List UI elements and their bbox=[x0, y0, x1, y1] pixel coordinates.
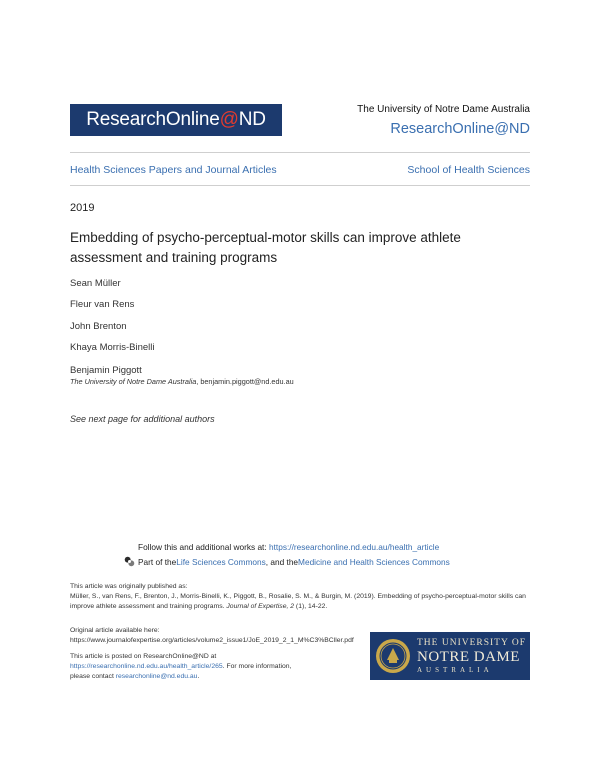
contact-email-link[interactable]: researchonline@nd.edu.au bbox=[115, 673, 198, 680]
part-of-prefix: Part of the bbox=[138, 556, 177, 567]
notre-dame-logo bbox=[370, 632, 530, 680]
author-name: Khaya Morris-Binelli bbox=[70, 342, 155, 353]
follow-line bbox=[138, 542, 439, 552]
top-divider bbox=[70, 152, 530, 153]
life-sciences-commons-link[interactable]: Life Sciences Commons bbox=[176, 556, 266, 567]
posted-notice bbox=[70, 652, 310, 682]
citation-end: (1), 14-22. bbox=[294, 603, 328, 610]
medicine-commons-link[interactable]: Medicine and Health Sciences Commons bbox=[298, 556, 450, 567]
bottom-divider bbox=[70, 185, 530, 186]
citation-main: Müller, S., van Rens, F., Brenton, J., Morris-Binelli, K., Piggott, B., Rosalie, S. M., & Burgin, M. (2019). Embedding of psycho-perceptual-motor skills can improve athlete assessment and training programs. bbox=[70, 593, 526, 610]
author-name: Benjamin Piggott bbox=[70, 365, 142, 376]
logo-at: @ bbox=[219, 109, 239, 130]
nd-logo-line1: THE UNIVERSITY OF bbox=[417, 637, 527, 648]
follow-link[interactable]: https://researchonline.nd.edu.au/health_article bbox=[268, 542, 440, 552]
publication-year: 2019 bbox=[70, 202, 95, 214]
citation bbox=[70, 592, 535, 612]
posted-link[interactable]: https://researchonline.nd.edu.au/health_article/265 bbox=[70, 663, 223, 670]
see-next-page-note: See next page for additional authors bbox=[70, 414, 215, 424]
author-name: John Brenton bbox=[70, 321, 127, 332]
category-link-school[interactable]: School of Health Sciences bbox=[407, 164, 530, 176]
original-publication-label: This article was originally published as: bbox=[70, 583, 188, 590]
logo-prefix: ResearchOnline bbox=[86, 109, 220, 130]
article-title: Embedding of psycho-perceptual-motor skills can improve athlete assessment and training programs bbox=[70, 230, 461, 265]
author-name: Fleur van Rens bbox=[70, 299, 135, 310]
logo-suffix: ND bbox=[238, 109, 266, 130]
nd-logo-line3: AUSTRALIA bbox=[417, 665, 493, 674]
researchonline-logo bbox=[70, 104, 282, 136]
part-of-middle: , and the bbox=[265, 556, 299, 567]
university-name: The University of Notre Dame Australia bbox=[357, 104, 530, 115]
original-article-link[interactable]: https://www.journalofexpertise.org/articles/volume2_issue1/JoE_2019_2_1_M%C3%BCller.pdf bbox=[70, 637, 354, 644]
author-affiliation bbox=[70, 377, 294, 386]
posted-prefix: This article is posted on ResearchOnline@ND at bbox=[70, 653, 217, 660]
part-of-line bbox=[124, 556, 450, 567]
nd-logo-line2: NOTRE DAME bbox=[417, 648, 520, 665]
commons-icon bbox=[124, 556, 135, 567]
nd-logo-text bbox=[417, 638, 526, 675]
affiliation-institution: The University of Notre Dame Australia bbox=[70, 377, 197, 386]
category-link-papers[interactable]: Health Sciences Papers and Journal Articles bbox=[70, 164, 277, 176]
citation-journal: Journal of Expertise, 2 bbox=[226, 603, 295, 610]
original-available-label: Original article available here: bbox=[70, 627, 160, 634]
affiliation-email: , benjamin.piggott@nd.edu.au bbox=[196, 377, 294, 386]
posted-end: . bbox=[197, 673, 200, 680]
university-seal-icon bbox=[375, 638, 411, 674]
posted-middle: . For more information, please contact bbox=[70, 663, 292, 680]
author-name: Sean Müller bbox=[70, 278, 121, 289]
repository-link[interactable]: ResearchOnline@ND bbox=[390, 121, 530, 137]
follow-prefix: Follow this and additional works at: bbox=[138, 542, 269, 552]
